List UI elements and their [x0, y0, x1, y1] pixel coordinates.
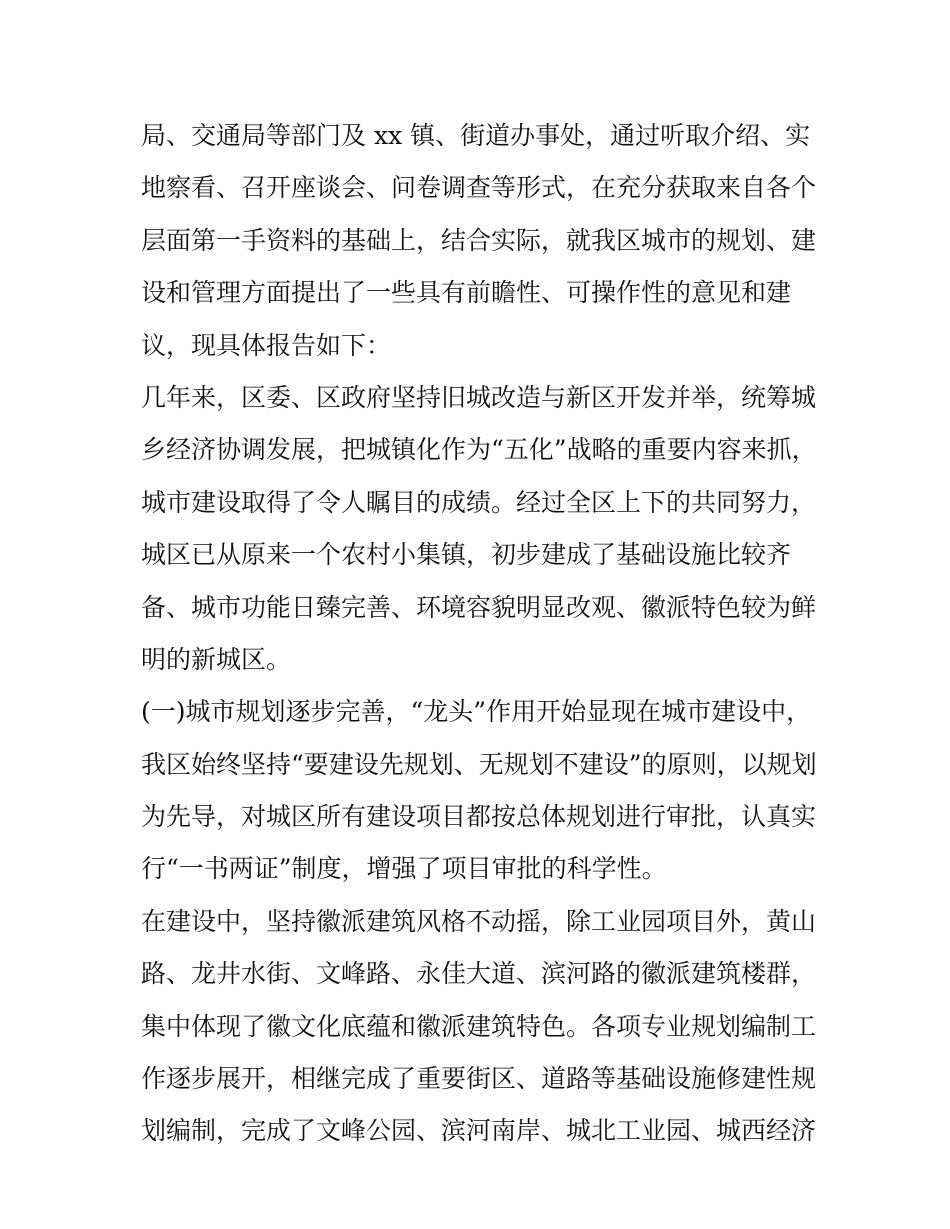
text-line: 在建设中，坚持徽派建筑风格不动摇，除工业园项目外，黄山	[141, 906, 817, 936]
text-line: 划编制，完成了文峰公园、滨河南岸、城北工业园、城西经济	[141, 1116, 817, 1146]
text-line: 作逐步展开，相继完成了重要街区、道路等基础设施修建性规	[141, 1064, 817, 1094]
text-line: (一)城市规划逐步完善，“龙头”作用开始显现在城市建设中，	[141, 697, 812, 727]
text-line: 几年来，区委、区政府坚持旧城改造与新区开发并举，统筹城	[141, 382, 817, 412]
text-line: 我区始终坚持“要建设先规划、无规划不建设”的原则，以规划	[141, 749, 817, 779]
text-line: 地察看、召开座谈会、问卷调查等形式，在充分获取来自各个	[141, 173, 817, 203]
text-line: 城市建设取得了令人瞩目的成绩。经过全区上下的共同努力，	[141, 487, 817, 517]
text-line: 行“一书两证”制度，增强了项目审批的科学性。	[141, 854, 667, 884]
text-line: 局、交通局等部门及 xx 镇、街道办事处，通过听取介绍、实	[141, 121, 811, 150]
text-line: 城区已从原来一个农村小集镇，初步建成了基础设施比较齐	[141, 540, 792, 570]
text-line: 路、龙井水街、文峰路、永佳大道、滨河路的徽派建筑楼群，	[141, 959, 817, 989]
text-line: 层面第一手资料的基础上，结合实际，就我区城市的规划、建	[141, 225, 817, 255]
text-line: 为先导，对城区所有建设项目都按总体规划进行审批，认真实	[141, 802, 817, 832]
body-text	[141, 110, 821, 1158]
text-line: 备、城市功能日臻完善、环境容貌明显改观、徽派特色较为鲜	[141, 592, 817, 622]
text-line: 集中体现了徽文化底蕴和徽派建筑特色。各项专业规划编制工	[141, 1011, 817, 1041]
text-line: 议，现具体报告如下：	[141, 330, 392, 360]
text-line: 乡经济协调发展，把城镇化作为“五化”战略的重要内容来抓，	[141, 435, 817, 465]
text-line: 明的新城区。	[141, 644, 292, 674]
text-line: 设和管理方面提出了一些具有前瞻性、可操作性的意见和建	[141, 278, 792, 308]
